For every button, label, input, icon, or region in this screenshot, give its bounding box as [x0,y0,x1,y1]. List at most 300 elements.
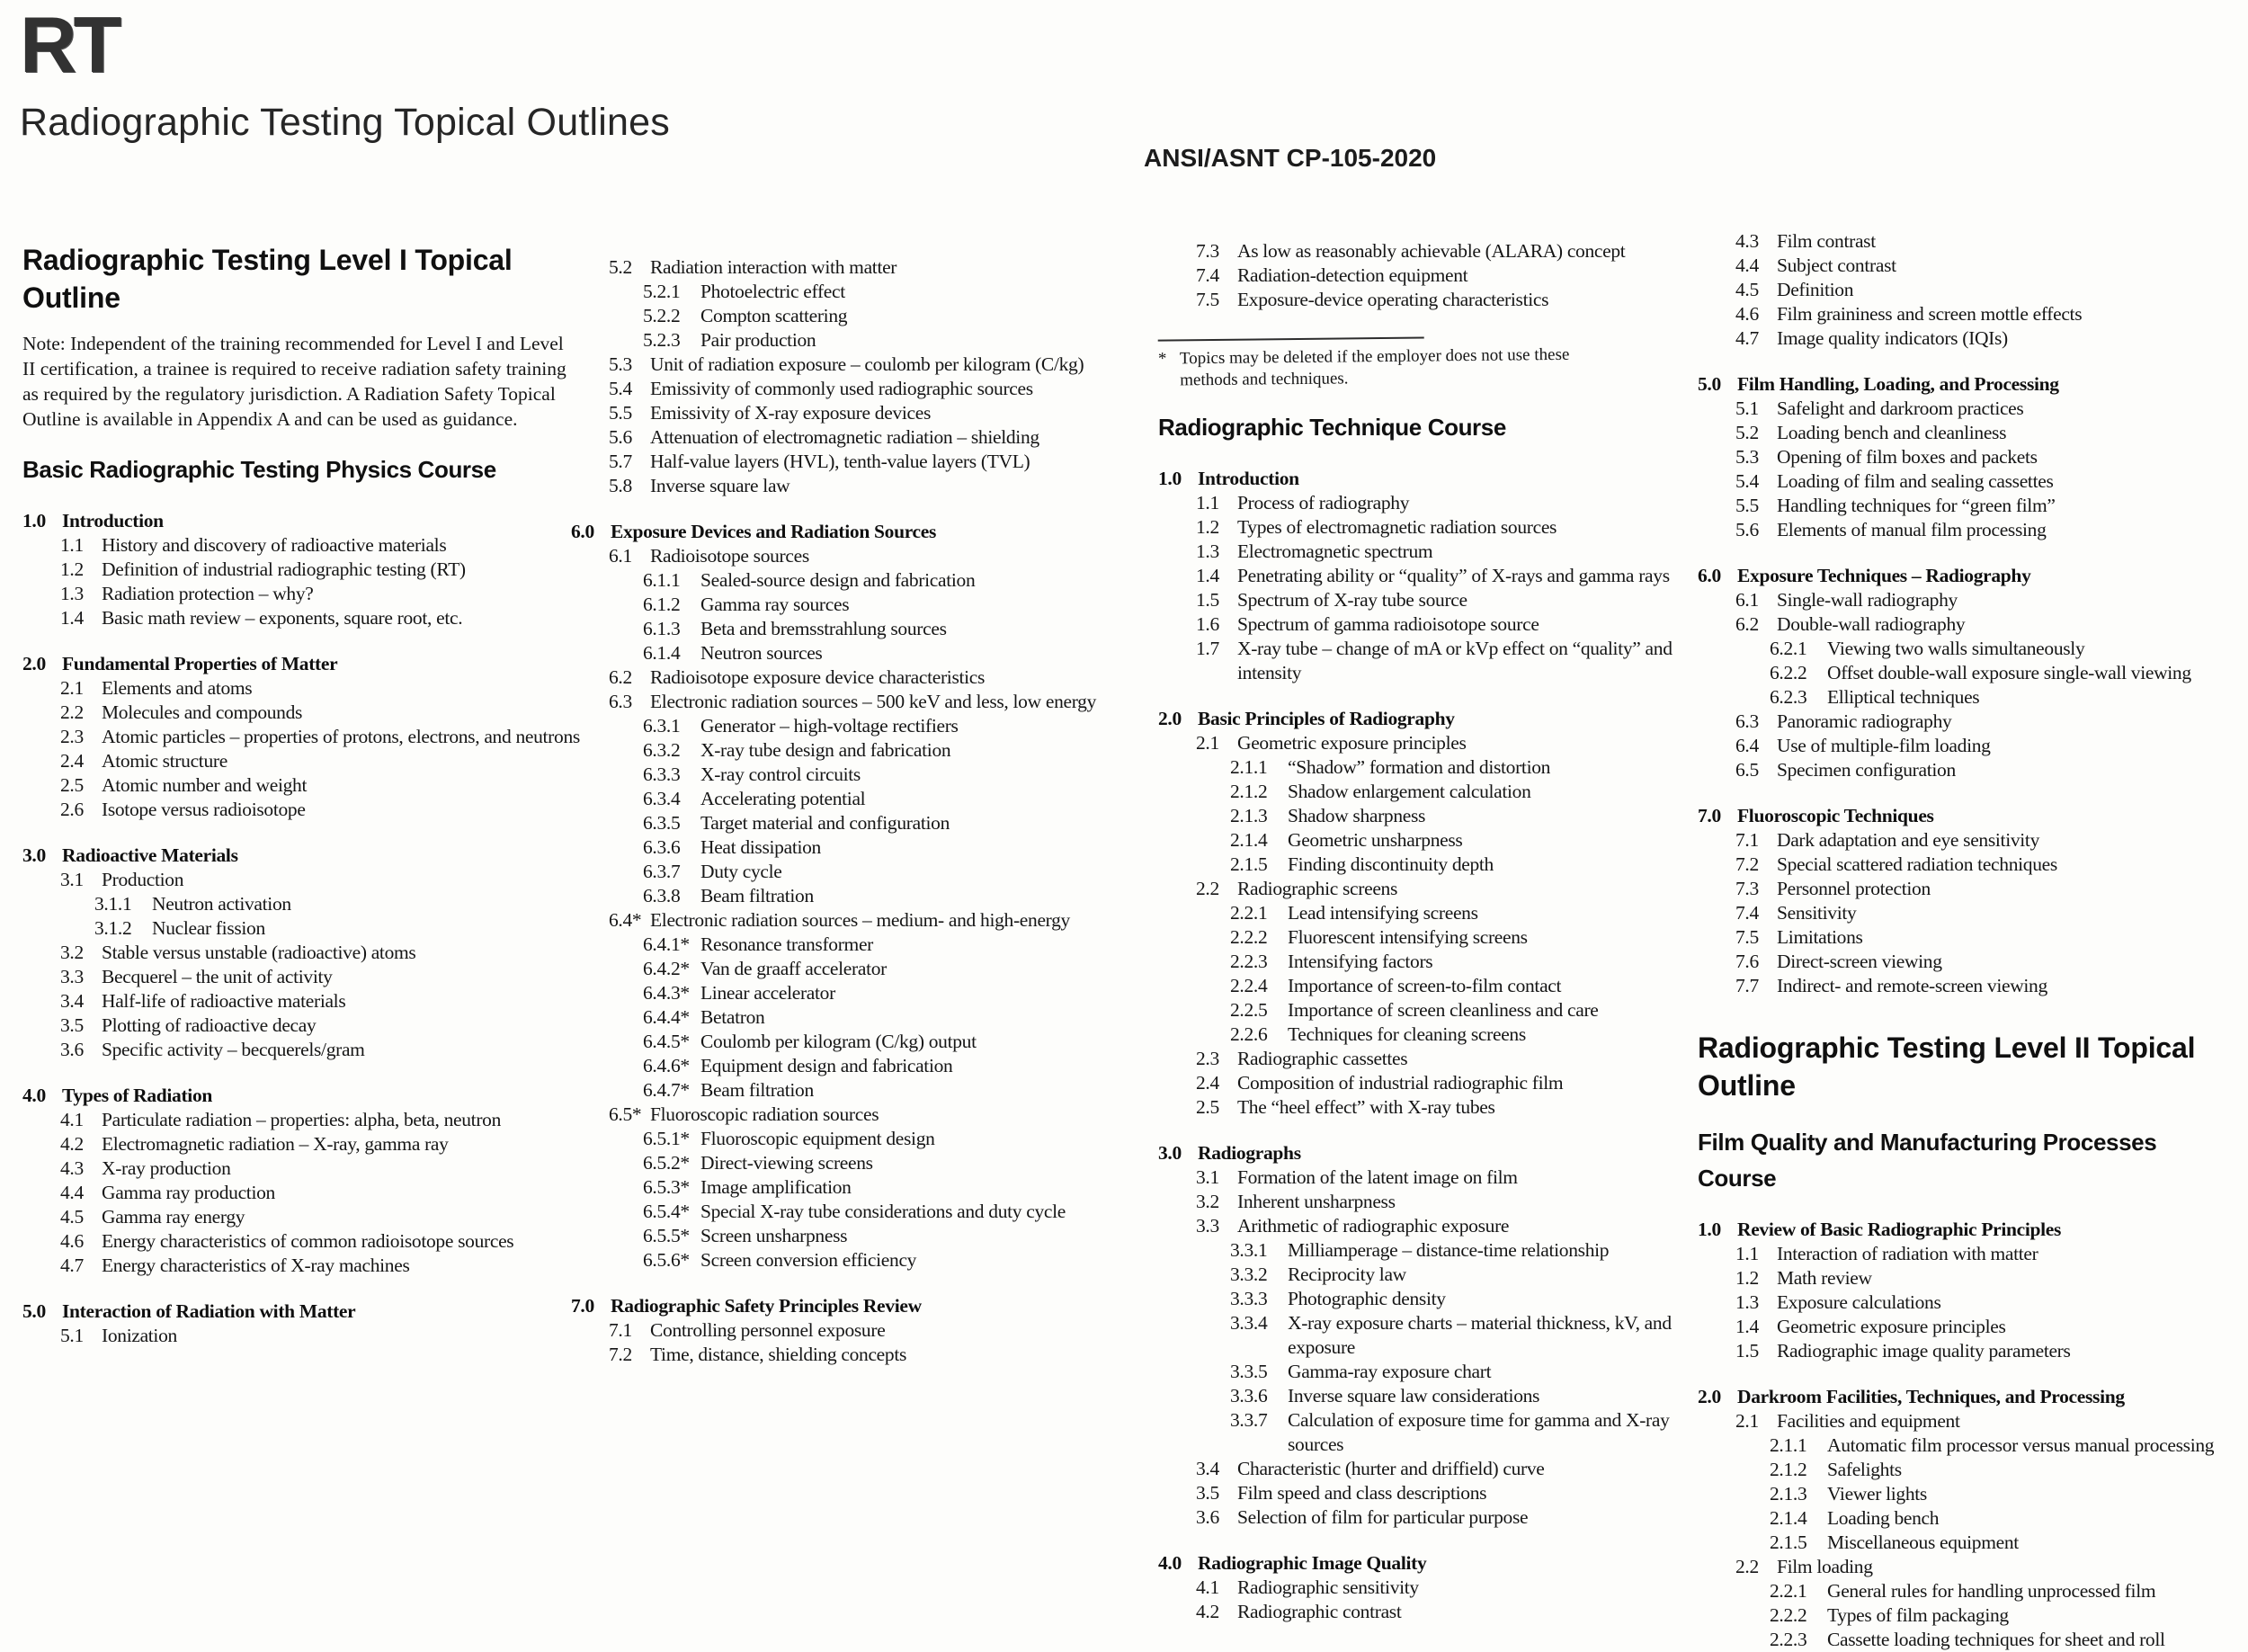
outline-item [1158,1576,1720,1600]
item-number: 6.3.1 [643,715,681,737]
item-number: 6.3.2 [643,739,681,761]
outline-item [1158,1047,1720,1071]
outline-subitem [571,933,1133,957]
item-text: Penetrating ability or “quality” of X-rays and gamma rays [1237,565,1670,586]
outline-item [571,690,1133,714]
item-number: 7.6 [1735,951,1759,972]
outline-subitem [1698,661,2237,685]
item-text: Shadow sharpness [1288,805,1426,826]
item-number: 1.2 [1735,1267,1759,1289]
item-text: Direct-viewing screens [700,1152,873,1174]
outline-item [1698,974,2237,998]
item-number: 2.2.6 [1230,1023,1268,1045]
item-number: 2.3 [1196,1048,1219,1069]
outline-item [1158,637,1720,685]
item-number: 4.5 [60,1206,84,1228]
outline-item [22,533,584,558]
outline-subitem [571,738,1133,763]
item-text: Radioisotope exposure device characteristics [650,666,986,688]
item-number: 2.2.3 [1770,1629,1807,1650]
outline-section [22,1299,584,1324]
item-text: Opening of film boxes and packets [1777,446,2038,468]
outline-item [571,1343,1133,1367]
item-text: Generator – high-voltage rectifiers [700,715,959,737]
outline-subitem [1158,1311,1720,1360]
item-text: Screen unsharpness [700,1225,848,1246]
item-number: 1.6 [1196,613,1219,635]
item-number: 2.2.1 [1770,1580,1807,1602]
item-number: 2.1.2 [1770,1459,1807,1480]
outline-subitem [571,280,1133,304]
outline-item [1158,1214,1720,1238]
item-number: 2.2 [60,701,84,723]
outline-item [1158,515,1720,540]
outline-item [1698,853,2237,877]
item-number: 6.5.2* [643,1152,690,1174]
outline-subitem [571,957,1133,981]
item-number: 2.2.3 [1230,951,1268,972]
outline-item [22,773,584,798]
item-number: 3.5 [1196,1482,1219,1504]
item-text: Gamma ray energy [102,1206,245,1228]
item-text: Van de graaff accelerator [700,958,887,979]
item-number: 2.2.2 [1230,926,1268,948]
item-number: 6.4.3* [643,982,690,1004]
outline-subitem [571,1078,1133,1103]
outline-item [1698,494,2237,518]
item-number: 7.2 [1735,853,1759,875]
item-text: Neutron activation [152,893,291,915]
outline-subitem [571,328,1133,353]
outline-subitem [1158,901,1720,925]
item-number: 3.6 [1196,1506,1219,1528]
outline-item [1698,877,2237,901]
item-text: Duty cycle [700,861,782,882]
outline-item [1698,925,2237,950]
item-text: Isotope versus radioisotope [102,799,306,820]
item-number: 6.4.2* [643,958,690,979]
item-number: 6.5.4* [643,1201,690,1222]
item-text: Energy characteristics of X-ray machines [102,1255,410,1276]
outline-item [1698,734,2237,758]
outline-item [1698,1242,2237,1266]
item-text: Characteristic (hurter and driffield) curve [1237,1458,1545,1479]
item-number: 4.5 [1735,279,1759,300]
item-number: 6.2 [1735,613,1759,635]
footnote-text: Topics may be deleted if the employer does not use these methods and techniques. [1179,344,1570,390]
item-text: Radiographic Safety Principles Review [611,1295,922,1317]
item-text: Photographic density [1288,1288,1446,1309]
item-number: 3.3.3 [1230,1288,1268,1309]
outline-item [571,353,1133,377]
item-number: 3.3.5 [1230,1361,1268,1382]
item-text: Spectrum of gamma radioisotope source [1237,613,1539,635]
item-text: Darkroom Facilities, Techniques, and Processing [1737,1386,2125,1407]
item-number: 5.2.1 [643,281,681,302]
item-number: 4.2 [1196,1601,1219,1622]
item-text: Film Handling, Loading, and Processing [1737,373,2059,395]
item-text: X-ray production [102,1157,231,1179]
item-number: 2.0 [1698,1386,1721,1407]
outline-column-1 [22,241,584,1348]
outline-item [1158,1071,1720,1095]
item-number: 7.0 [571,1295,594,1317]
outline-subitem [1698,685,2237,710]
outline-subitem [571,811,1133,835]
item-text: Elements and atoms [102,677,253,699]
item-text: Limitations [1777,926,1863,948]
outline-item [22,725,584,749]
item-number: 1.3 [1735,1291,1759,1313]
item-number: 5.6 [1735,519,1759,540]
item-number: 3.5 [60,1014,84,1036]
outline-item [1698,326,2237,351]
item-text: Resonance transformer [700,933,874,955]
item-number: 2.0 [1158,708,1182,729]
item-text: Exposure-device operating characteristics [1237,289,1549,310]
item-number: 1.4 [1196,565,1219,586]
item-text: General rules for handling unprocessed film [1827,1580,2156,1602]
item-number: 6.0 [571,521,594,542]
outline-item [571,450,1133,474]
outline-subitem [571,1054,1133,1078]
item-text: Emissivity of X-ray exposure devices [650,402,932,424]
item-text: Importance of screen cleanliness and care [1288,999,1599,1021]
item-text: Accelerating potential [700,788,866,809]
outline-section [22,509,584,533]
item-number: 4.4 [60,1182,84,1203]
item-text: Linear accelerator [700,982,835,1004]
item-number: 6.1 [609,545,632,567]
outline-item [1698,278,2237,302]
outline-item [22,558,584,582]
item-text: Viewing two walls simultaneously [1827,638,2085,659]
outline-column-3 [1158,239,1720,1624]
item-number: 7.4 [1196,264,1219,286]
item-text: Heat dissipation [700,836,821,858]
item-number: 3.3.1 [1230,1239,1268,1261]
item-text: Introduction [1198,468,1299,489]
outline-subitem [1698,1506,2237,1531]
item-text: Exposure Devices and Radiation Sources [611,521,937,542]
outline-subitem [22,916,584,941]
outline-item [1698,1339,2237,1363]
outline-subitem [571,787,1133,811]
item-number: 3.0 [22,844,46,866]
outline-subitem [1698,1433,2237,1458]
item-text: Inverse square law [650,475,790,496]
item-text: Radiographs [1198,1142,1301,1164]
outline-subitem [1158,853,1720,877]
item-text: Plotting of radioactive decay [102,1014,317,1036]
item-number: 2.2 [1196,878,1219,899]
item-text: Radiation interaction with matter [650,256,897,278]
outline-item [571,544,1133,568]
item-text: Use of multiple-film loading [1777,735,1991,756]
item-text: Types of film packaging [1827,1604,2009,1626]
outline-item [1698,1266,2237,1290]
item-number: 2.5 [1196,1096,1219,1118]
item-text: Coulomb per kilogram (C/kg) output [700,1031,977,1052]
outline-item [1698,901,2237,925]
outline-title: Radiographic Testing Level I Topical Outline [22,244,513,314]
outline-item [1698,950,2237,974]
item-number: 6.0 [1698,565,1721,586]
item-text: Beam filtration [700,1079,814,1101]
outline-subitem [571,641,1133,665]
item-text: Production [102,869,184,890]
item-text: X-ray tube – change of mA or kVp effect on “quality” and intensity [1237,638,1673,683]
outline-section [1158,467,1720,491]
item-text: Process of radiography [1237,492,1410,513]
item-number: 3.0 [1158,1142,1182,1164]
outline-subitem [571,835,1133,860]
item-text: Review of Basic Radiographic Principles [1737,1219,2062,1240]
outline-subitem [571,860,1133,884]
item-text: Personnel protection [1777,878,1931,899]
item-text: Cassette loading techniques for sheet and roll [1827,1629,2165,1650]
item-text: Safelights [1827,1459,1902,1480]
item-number: 1.0 [22,510,46,531]
outline-item [1698,518,2237,542]
item-number: 1.0 [1698,1219,1721,1240]
item-number: 2.2.2 [1770,1604,1807,1626]
item-number: 3.1 [1196,1166,1219,1188]
item-number: 4.2 [60,1133,84,1155]
item-text: Radioisotope sources [650,545,809,567]
outline-section [1698,1218,2237,1242]
item-text: Radioactive Materials [62,844,238,866]
item-text: Screen conversion efficiency [700,1249,917,1271]
outline-subitem [571,617,1133,641]
item-text: Geometric exposure principles [1777,1316,2006,1337]
item-text: Stable versus unstable (radioactive) atoms [102,942,416,963]
item-number: 4.0 [1158,1552,1182,1574]
item-text: Photoelectric effect [700,281,845,302]
item-number: 5.2 [1735,422,1759,443]
item-number: 4.3 [60,1157,84,1179]
item-number: 6.5* [609,1103,642,1125]
item-text: Loading bench and cleanliness [1777,422,2007,443]
outline-item [22,1014,584,1038]
item-number: 2.1.3 [1770,1483,1807,1505]
item-number: 6.5.6* [643,1249,690,1271]
outline-section [1698,564,2237,588]
item-number: 6.1 [1735,589,1759,611]
outline-subitem [1698,1603,2237,1628]
item-number: 6.5.1* [643,1128,690,1149]
item-text: Elements of manual film processing [1777,519,2047,540]
outline-column-4 [1698,229,2237,1652]
outline-column-2 [571,255,1133,1367]
outline-section [22,844,584,868]
item-number: 2.1.1 [1230,756,1268,778]
footnote-rule [1158,337,1424,342]
item-text: Electronic radiation sources – medium- and high-energy [650,909,1070,931]
outline-item [1698,397,2237,421]
item-number: 2.1.4 [1770,1507,1807,1529]
item-number: 3.3.6 [1230,1385,1268,1406]
outline-item [1698,588,2237,612]
item-number: 2.1 [1196,732,1219,754]
outline-subitem [1158,755,1720,780]
item-number: 3.1.1 [94,893,132,915]
item-number: 2.1 [60,677,84,699]
item-number: 6.3.3 [643,763,681,785]
item-text: Molecules and compounds [102,701,303,723]
item-number: 6.4* [609,909,642,931]
outline-item [1158,1600,1720,1624]
outline-item [22,1229,584,1254]
item-number: 7.3 [1196,240,1219,262]
item-number: 5.1 [60,1325,84,1346]
item-text: Intensifying factors [1288,951,1433,972]
outline-item [571,474,1133,498]
outline-item [571,401,1133,425]
footnote-body [1158,344,1608,391]
outline-subitem [571,1127,1133,1151]
item-number: 4.0 [22,1085,46,1106]
outline-item [1698,1409,2237,1433]
outline-item [22,701,584,725]
outline-item [1158,491,1720,515]
item-text: Elliptical techniques [1827,686,1980,708]
item-text: Film contrast [1777,230,1876,252]
item-number: 3.4 [1196,1458,1219,1479]
item-number: 5.1 [1735,397,1759,419]
item-text: Particulate radiation – properties: alpha, beta, neutron [102,1109,502,1130]
item-number: 3.3.7 [1230,1409,1268,1431]
outline-item [22,868,584,892]
item-number: 6.1.2 [643,594,681,615]
item-number: 3.3 [60,966,84,987]
outline-subitem [571,714,1133,738]
outline-item [22,941,584,965]
item-number: 6.3.4 [643,788,681,809]
outline-item [571,255,1133,280]
item-text: Special X-ray tube considerations and duty cycle [700,1201,1066,1222]
item-number: 7.7 [1735,975,1759,996]
item-text: Unit of radiation exposure – coulomb per kilogram (C/kg) [650,353,1084,375]
item-number: 5.8 [609,475,632,496]
item-text: Betatron [700,1006,765,1028]
outline-subitem [1158,974,1720,998]
item-number: 5.5 [609,402,632,424]
outline-item [1158,540,1720,564]
item-text: Interaction of radiation with matter [1777,1243,2038,1264]
standard-code: ANSI/ASNT CP-105-2020 [1144,144,1437,172]
outline-item [1158,239,1720,263]
outline-item [22,1156,584,1181]
outline-item [1698,1555,2237,1579]
item-number: 2.1 [1735,1410,1759,1432]
outline-item [1158,1505,1720,1530]
item-number: 2.2.4 [1230,975,1268,996]
item-number: 2.5 [60,774,84,796]
item-number: 5.4 [609,378,632,399]
item-number: 1.3 [1196,540,1219,562]
outline-item [571,908,1133,933]
outline-subitem [1158,998,1720,1022]
item-number: 2.3 [60,726,84,747]
item-text: Basic Principles of Radiography [1198,708,1455,729]
item-text: Double-wall radiography [1777,613,1966,635]
item-text: Compton scattering [700,305,848,326]
item-text: Specimen configuration [1777,759,1956,781]
item-number: 7.1 [609,1319,632,1341]
item-text: Indirect- and remote-screen viewing [1777,975,2047,996]
item-number: 6.3.6 [643,836,681,858]
outline-section [1158,1551,1720,1576]
item-number: 3.6 [60,1039,84,1060]
item-number: 5.7 [609,451,632,472]
outline-item [22,965,584,989]
item-number: 4.7 [60,1255,84,1276]
outline-item [22,606,584,630]
footnote [1158,335,1609,391]
item-text: Techniques for cleaning screens [1288,1023,1526,1045]
outline-item [571,665,1133,690]
item-text: Lead intensifying screens [1288,902,1478,924]
outline-subitem [571,1175,1133,1200]
item-text: Formation of the latent image on film [1237,1166,1518,1188]
outline-item [22,989,584,1014]
outline-item [571,425,1133,450]
item-number: 3.2 [1196,1191,1219,1212]
item-number: 2.6 [60,799,84,820]
item-number: 5.4 [1735,470,1759,492]
item-text: Geometric exposure principles [1237,732,1467,754]
item-number: 1.1 [1196,492,1219,513]
item-number: 1.2 [1196,516,1219,538]
item-number: 5.0 [1698,373,1721,395]
item-number: 6.5 [1735,759,1759,781]
item-number: 6.5.3* [643,1176,690,1198]
outline-subitem [1158,1263,1720,1287]
item-text: Single-wall radiography [1777,589,1958,611]
outline-subitem [571,981,1133,1005]
item-number: 6.4.1* [643,933,690,955]
item-text: Basic math review – exponents, square root, etc. [102,607,463,629]
item-text: Fluorescent intensifying screens [1288,926,1528,948]
item-text: Selection of film for particular purpose [1237,1506,1529,1528]
course-title: Film Quality and Manufacturing Processes Course [1698,1129,2157,1192]
item-number: 2.4 [1196,1072,1219,1094]
outline-subitem [1698,1531,2237,1555]
item-number: 1.4 [1735,1316,1759,1337]
item-text: Atomic structure [102,750,227,772]
outline-item [1698,229,2237,254]
item-text: Half-value layers (HVL), tenth-value layers (TVL) [650,451,1030,472]
item-number: 3.4 [60,990,84,1012]
item-number: 3.3 [1196,1215,1219,1237]
item-number: 5.3 [1735,446,1759,468]
outline-title: Radiographic Testing Level II Topical Outline [1698,1031,2196,1102]
item-number: 2.2 [1735,1556,1759,1577]
item-text: Nuclear fission [152,917,265,939]
outline-item [1698,710,2237,734]
outline-section [1698,804,2237,828]
item-number: 6.3 [609,691,632,712]
item-number: 7.4 [1735,902,1759,924]
item-number: 1.4 [60,607,84,629]
item-number: 4.1 [60,1109,84,1130]
item-number: 6.3.5 [643,812,681,834]
item-text: Panoramic radiography [1777,710,1952,732]
item-number: 4.7 [1735,327,1759,349]
item-text: Automatic film processor versus manual processing [1827,1434,2215,1456]
item-text: Radiographic sensitivity [1237,1576,1419,1598]
